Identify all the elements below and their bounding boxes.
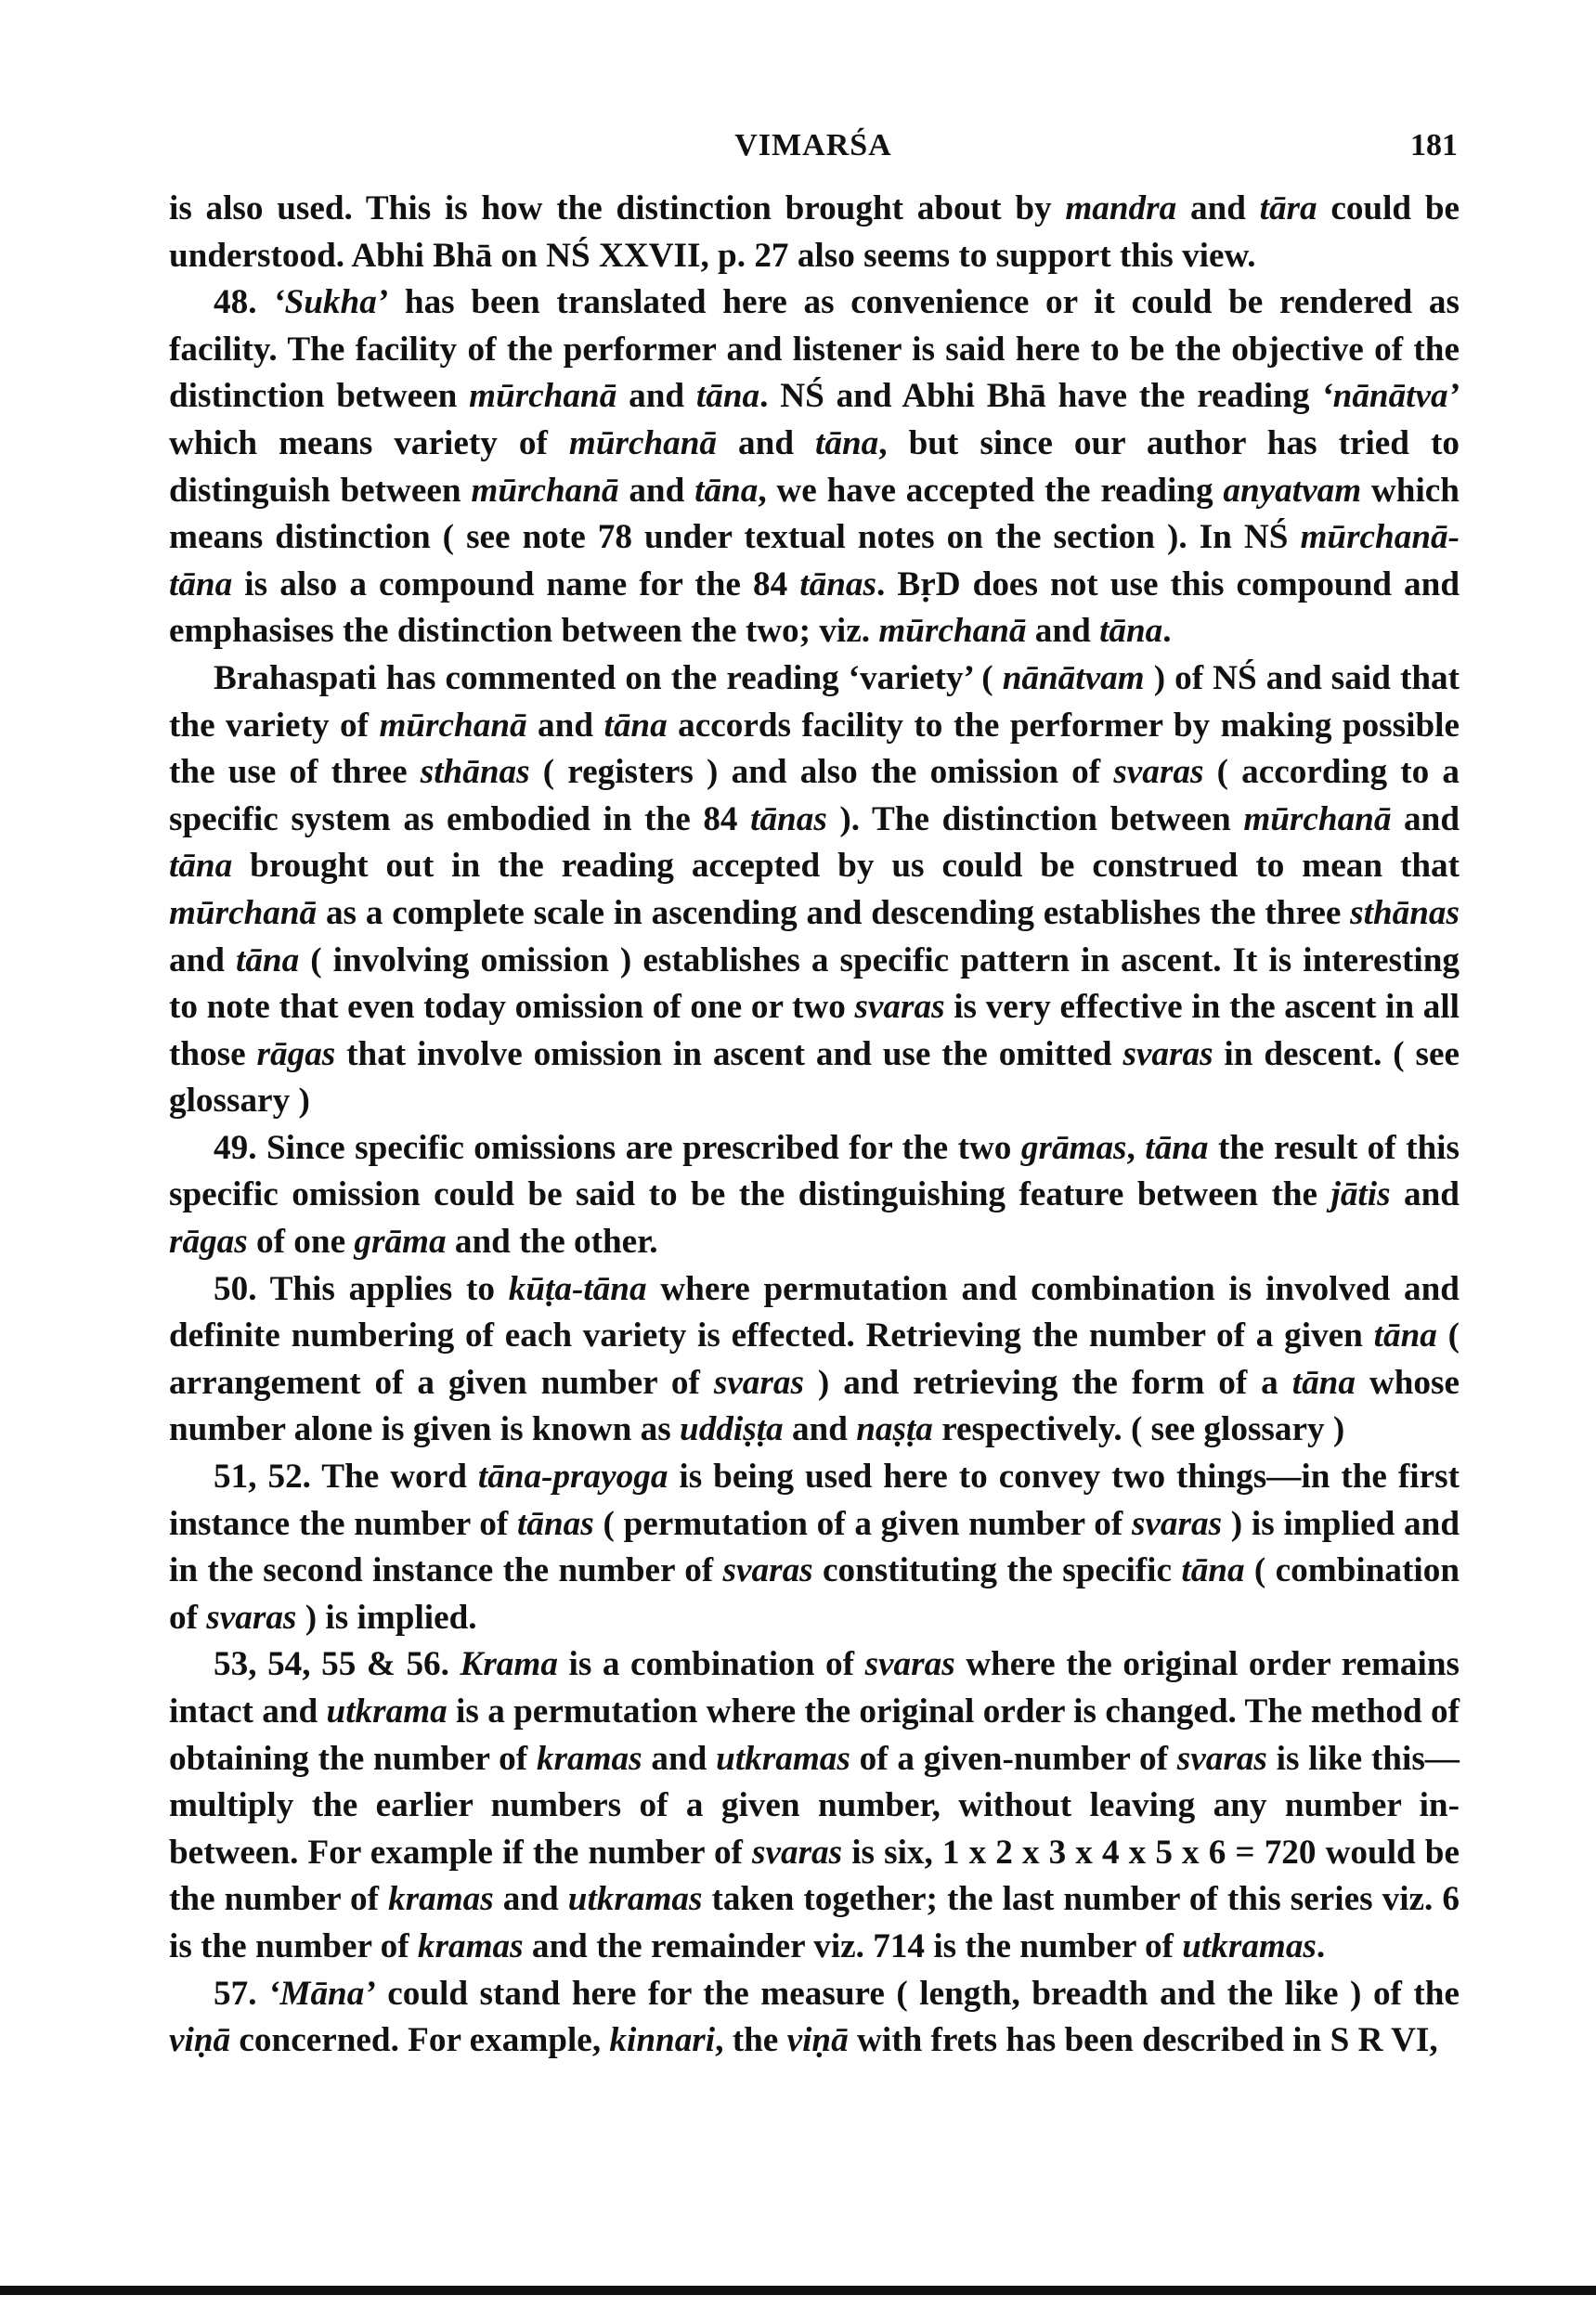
italic-term: tāra (1259, 189, 1317, 227)
text-run: of one (247, 1223, 355, 1262)
text-run: and (1390, 1175, 1460, 1214)
italic-term: jātis (1330, 1175, 1391, 1214)
italic-term: kramas (388, 1880, 494, 1919)
italic-term: tānas (517, 1504, 594, 1543)
text-run: and (1026, 612, 1100, 651)
italic-term: tāna (1291, 1363, 1356, 1402)
text-run: with frets has been described in S R VI, (848, 2021, 1438, 2060)
text-run: could stand here for the measure ( length, breadth and the like ) of the (375, 1974, 1460, 2013)
italic-term: viṇā (169, 2021, 231, 2060)
text-run: . BṛD does not use this compound and emphasises the distinction between the two; viz. (169, 564, 1460, 651)
text-run: Brahaspati has commented on the reading ‘variety’ ( (214, 658, 1003, 697)
paragraph (169, 1454, 1460, 1641)
text-run: and (526, 706, 604, 745)
italic-term: mūrchanā (169, 893, 318, 932)
italic-term: ‘nānātva’ (1321, 377, 1460, 416)
text-run: is six, 1 x 2 x 3 x 4 x 5 x 6 = 720 would be the number of (169, 1833, 1460, 1919)
text-run: brought out in the reading accepted by us could be construed to mean that (232, 847, 1460, 886)
text-run: and (169, 940, 236, 979)
text-run: ) of NŚ and said that the variety of (169, 658, 1460, 745)
text-run: ( according to a specific system as embodied in the 84 (169, 753, 1460, 838)
text-run: of a given-number of (850, 1739, 1177, 1778)
italic-term: tāna (1373, 1316, 1437, 1355)
italic-term: viṇā (786, 2021, 849, 2060)
italic-term: svaras (1131, 1504, 1223, 1543)
text-run: 48. (214, 283, 274, 322)
text-run: ( registers ) and also the omission of (529, 753, 1114, 792)
paragraph (169, 1125, 1460, 1266)
text-run: ) is implied and in the second instance the number of (169, 1504, 1460, 1590)
text-run: taken together; the last number of this series viz. 6 is the number of (169, 1880, 1460, 1965)
italic-term: tāna-prayoga (477, 1458, 668, 1497)
paragraph (169, 655, 1460, 1125)
italic-term: naṣṭa (856, 1410, 933, 1449)
text-run: has been translated here as convenience or it could be rendered as facility. The facility of the performer and listener is said here to be the objective of the distinction between (169, 283, 1460, 416)
text-run: ( combination of (169, 1551, 1460, 1637)
page-number: 181 (1410, 128, 1458, 162)
italic-term: mūrchanā (469, 377, 617, 416)
paragraph (169, 279, 1460, 655)
text-run: ( arrangement of a given number of (169, 1316, 1460, 1402)
bottom-rule (0, 2286, 1596, 2295)
text-run: is a permutation where the original order is changed. The method of obtaining the number of (169, 1692, 1460, 1778)
text-run: that involve omission in ascent and use the omitted (335, 1034, 1123, 1073)
text-run: is being used here to convey two things—in the first instance the number of (169, 1458, 1460, 1543)
text-run: . NŚ and Abhi Bhā have the reading (759, 377, 1322, 416)
text-run: the result of this specific omission could be said to be the distinguishing feature between the (169, 1128, 1460, 1214)
italic-term: tānas (799, 564, 876, 603)
italic-term: Krama (460, 1645, 558, 1684)
italic-term: tāna (695, 377, 760, 416)
italic-term: rāgas (256, 1034, 336, 1073)
text-run: ( permutation of a given number of (593, 1504, 1132, 1543)
italic-term: kūṭa-tāna (508, 1269, 647, 1308)
text-run: . (1316, 1926, 1326, 1965)
italic-term: tānas (750, 799, 827, 838)
italic-term: tāna (1145, 1128, 1209, 1167)
paragraph (169, 1971, 1460, 2065)
text-run: is also used. This is how the distinction brought about by (169, 189, 1066, 227)
text-run: could be understood. Abhi Bhā on NŚ XXVII, p. 27 also seems to support this view. (169, 189, 1460, 275)
italic-term: tāna (1181, 1551, 1245, 1590)
italic-term: uddiṣṭa (680, 1410, 784, 1449)
italic-term: nānātvam (1002, 658, 1145, 697)
text-run: is very effective in the ascent in all those (169, 988, 1460, 1073)
text-run: , the (715, 2021, 787, 2060)
italic-term: svaras (854, 988, 945, 1027)
text-run: as a complete scale in ascending and descending establishes the three (317, 893, 1351, 932)
text-run: ) and retrieving the form of a (803, 1363, 1292, 1402)
text-run: . (1162, 612, 1172, 651)
italic-term: sthānas (420, 753, 530, 792)
text-run: 53, 54, 55 & 56. (214, 1645, 461, 1684)
text-run: 49. Since specific omissions are prescribed for the two (214, 1128, 1021, 1167)
italic-term: tāna (815, 423, 879, 462)
text-run: ( involving omission ) establishes a specific pattern in ascent. It is interesting to note that even today omission of one or two (169, 940, 1460, 1027)
italic-term: kramas (417, 1926, 524, 1965)
italic-term: kramas (536, 1739, 642, 1778)
italic-term: anyatvam (1223, 471, 1362, 510)
page-header (169, 128, 1458, 175)
running-head: VIMARŚA (734, 128, 892, 162)
italic-term: ‘Māna’ (268, 1974, 376, 2013)
italic-term: tāna (1099, 612, 1163, 651)
text-run: is also a compound name for the 84 (232, 564, 800, 603)
text-run: and the other. (446, 1223, 658, 1262)
text-run: ) is implied. (296, 1598, 477, 1637)
text-run: , but since our author has tried to distinguish between (169, 423, 1460, 510)
text-run: which means distinction ( see note 78 under textual notes on the section ). In NŚ (169, 471, 1460, 557)
paragraph (169, 1266, 1460, 1454)
italic-term: grāmas (1020, 1128, 1127, 1167)
text-run: 57. (214, 1974, 268, 2013)
italic-term: mūrchanā-tāna (169, 518, 1460, 603)
italic-term: mūrchanā (379, 706, 527, 745)
italic-term: svaras (713, 1363, 804, 1402)
italic-term: svaras (752, 1833, 843, 1872)
text-run: in descent. ( see glossary ) (169, 1034, 1460, 1121)
italic-term: utkramas (1182, 1926, 1317, 1965)
italic-term: utkrama (326, 1692, 448, 1731)
text-run: and (642, 1739, 717, 1778)
text-run: and (783, 1410, 857, 1449)
italic-term: mūrchanā (1243, 799, 1392, 838)
text-run: and the remainder viz. 714 is the number of (523, 1926, 1183, 1965)
paragraph (169, 1641, 1460, 1970)
text-run: whose number alone is given is known as (169, 1363, 1460, 1449)
italic-term: svaras (1122, 1034, 1213, 1073)
italic-term: svaras (206, 1598, 297, 1637)
text-run: respectively. ( see glossary ) (932, 1410, 1345, 1449)
text-run: is a combination of (557, 1645, 865, 1684)
italic-term: rāgas (169, 1223, 248, 1262)
italic-term: sthānas (1350, 893, 1460, 932)
text-run: where permutation and combination is involved and definite numbering of each variety is effected. Retrieving the number of a given (169, 1269, 1460, 1355)
italic-term: svaras (864, 1645, 955, 1684)
text-run: , (1126, 1128, 1146, 1167)
paragraph (169, 186, 1460, 279)
italic-term: tāna (169, 847, 233, 886)
text-run: 51, 52. The word (214, 1458, 478, 1497)
italic-term: svaras (722, 1551, 813, 1590)
text-run: and (493, 1880, 568, 1919)
italic-term: svaras (1176, 1739, 1267, 1778)
text-run: constituting the specific (812, 1551, 1182, 1590)
text-run: ). The distinction between (826, 799, 1244, 838)
text-run: and (1176, 189, 1260, 227)
text-run: where the original order remains intact and (169, 1645, 1460, 1731)
italic-term: mūrchanā (878, 612, 1027, 651)
text-run: and (616, 377, 696, 416)
text-run: is like this—multiply the earlier numbers of a given number, without leaving any number in-between. For example if the number of (169, 1739, 1460, 1872)
body-text (169, 186, 1460, 2065)
text-run: and (618, 471, 695, 510)
italic-term: utkramas (567, 1880, 703, 1919)
italic-term: mandra (1065, 189, 1177, 227)
text-run: and (1391, 799, 1460, 838)
italic-term: grāma (354, 1223, 447, 1262)
italic-term: tāna (603, 706, 668, 745)
italic-term: mūrchanā (568, 423, 718, 462)
italic-term: tāna (694, 471, 759, 510)
italic-term: svaras (1113, 753, 1204, 792)
text-run: 50. This applies to (214, 1269, 509, 1308)
italic-term: tāna (236, 940, 300, 979)
text-run: and (717, 423, 816, 462)
italic-term: utkramas (716, 1739, 850, 1778)
italic-term: mūrchanā (471, 471, 619, 510)
text-run: concerned. For example, (230, 2021, 610, 2060)
text-run: accords facility to the performer by making possible the use of three (169, 706, 1460, 792)
italic-term: ‘Sukha’ (273, 283, 389, 322)
italic-term: kinnari (609, 2021, 716, 2060)
text-run: , we have accepted the reading (758, 471, 1224, 510)
text-run: which means variety of (169, 423, 569, 462)
